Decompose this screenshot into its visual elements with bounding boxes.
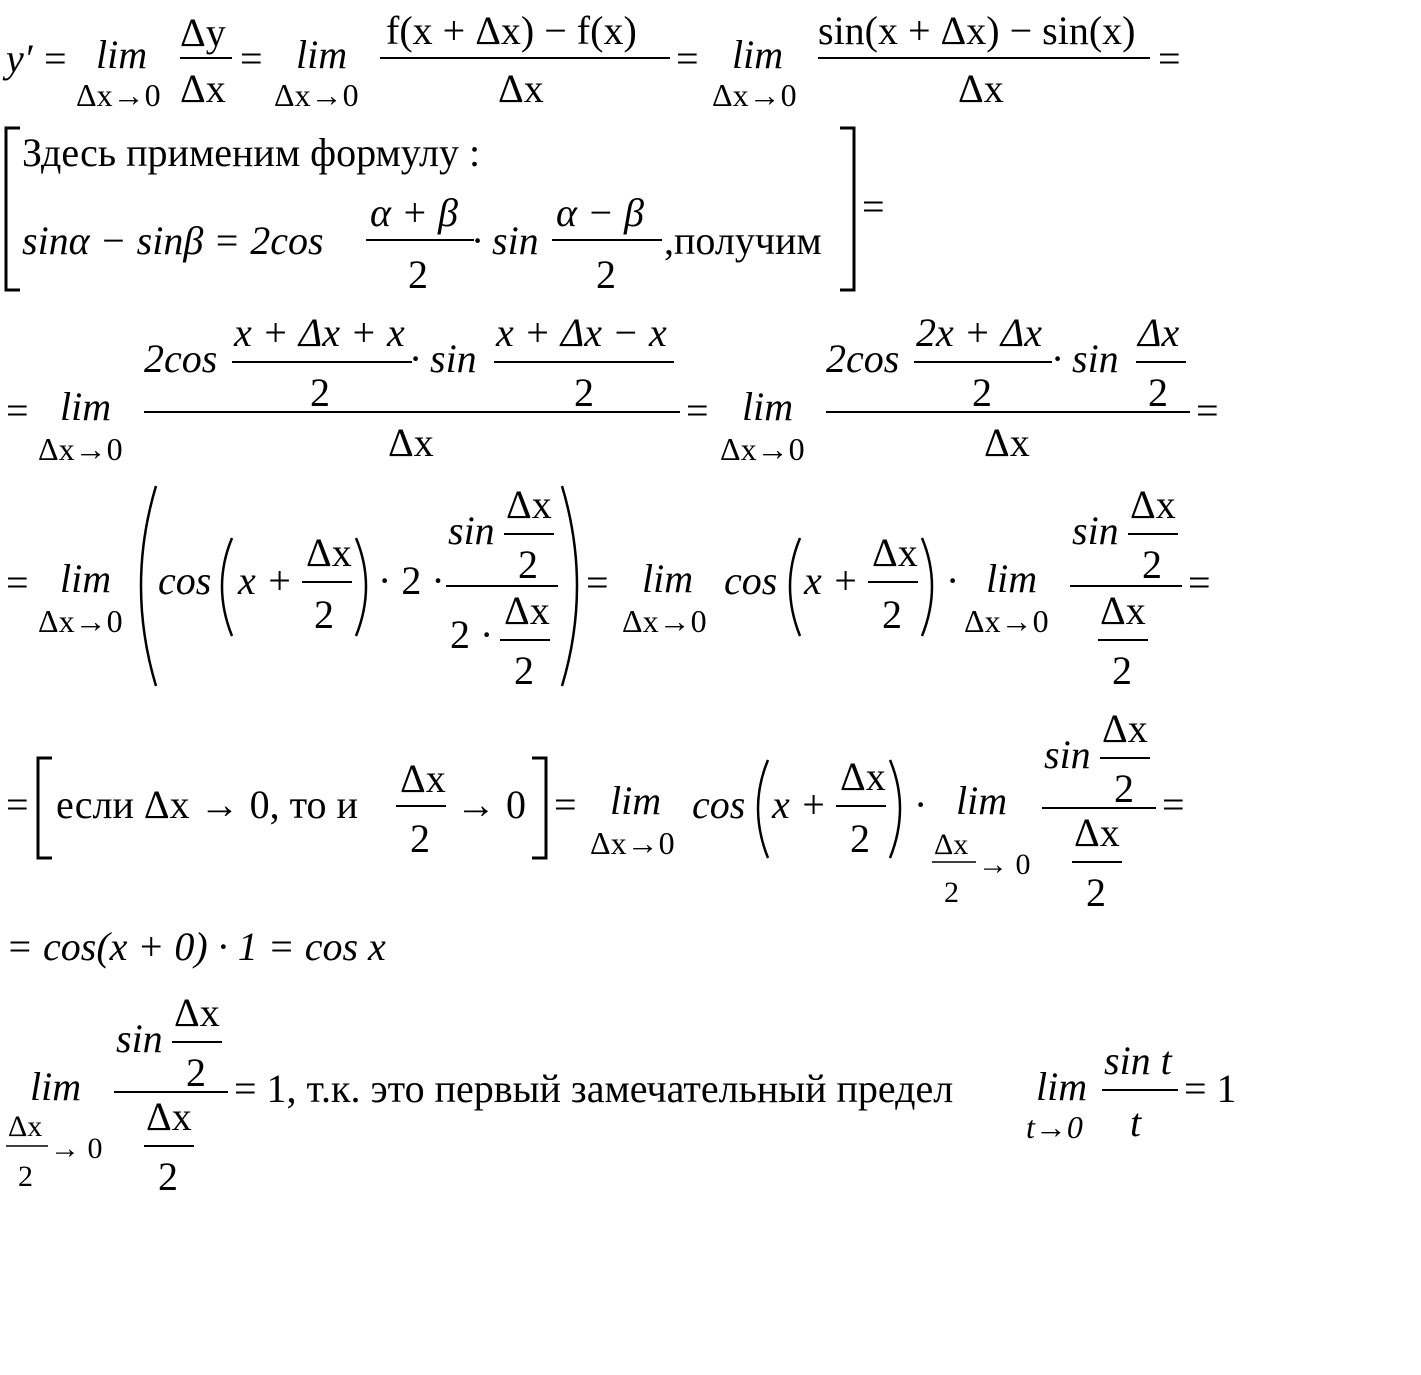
half-numerator: Δx: [174, 990, 220, 1035]
equals-sign: =: [44, 36, 67, 81]
equals-sign: =: [6, 782, 29, 827]
lim-subscript: Δx→0: [38, 603, 123, 639]
right-paren: [922, 538, 932, 636]
equals-sign: =: [1162, 782, 1185, 827]
condition-note: если Δx → 0, то и: [56, 782, 358, 827]
sub-half-denominator: 2: [944, 876, 959, 909]
final-result: = cos(x + 0) · 1 = cos x: [6, 924, 386, 969]
arrow-zero: → 0: [50, 1132, 103, 1165]
half-denominator: 2: [518, 542, 538, 587]
inner1-numerator: x + Δx + x: [234, 310, 405, 355]
half-numerator: Δx: [872, 530, 918, 575]
frac-b-denominator: 2: [596, 252, 616, 297]
left-bracket: [38, 758, 52, 858]
lim-subscript: Δx→0: [712, 77, 797, 113]
equals-sign: =: [6, 388, 29, 433]
numerator-prefix: 2cos: [826, 336, 900, 381]
lim-subscript: Δx→0: [274, 77, 359, 113]
equals-sign: =: [676, 36, 699, 81]
lim-subscript: Δx→0: [76, 77, 161, 113]
frac3-numerator: sin(x + Δx) − sin(x): [818, 8, 1136, 53]
right-bracket: [840, 128, 854, 290]
left-bracket: [6, 128, 20, 290]
lim-subscript: Δx→0: [622, 603, 707, 639]
sub-half-denominator: 2: [18, 1160, 33, 1193]
line-3: [6, 310, 1219, 467]
line-5: [6, 706, 1185, 915]
half-numerator: Δx: [504, 588, 550, 633]
left-paren: [790, 538, 800, 636]
multiply-dot: ·: [914, 782, 928, 827]
big-right-paren: [562, 486, 577, 686]
right-paren: [890, 760, 900, 858]
x-plus: x +: [238, 558, 293, 603]
main-denominator: Δx: [984, 420, 1030, 465]
frac3-denominator: Δx: [958, 66, 1004, 111]
half-denominator: 2: [186, 1050, 206, 1095]
dot-two: · 2 ·: [378, 558, 445, 603]
equals-sign: =: [1188, 560, 1211, 605]
arrow-zero: → 0: [978, 848, 1031, 881]
equals-sign: =: [6, 560, 29, 605]
t-result: = 1: [1184, 1066, 1237, 1111]
multiply-dot: ·: [946, 558, 960, 603]
sin-label: sin: [448, 508, 495, 553]
half-numerator: Δx: [506, 482, 552, 527]
lim-subscript: Δx→0: [38, 431, 123, 467]
inner4-denominator: 2: [1148, 370, 1168, 415]
lim-operator: lim: [30, 1064, 82, 1109]
lim-subscript: Δx→0: [590, 825, 675, 861]
lim-subscript: Δx→0: [964, 603, 1049, 639]
x-plus: x +: [772, 782, 827, 827]
cos-label: cos: [158, 558, 212, 603]
half-numerator: Δx: [306, 530, 352, 575]
half-numerator: Δx: [1074, 810, 1120, 855]
equals-sign: =: [1158, 36, 1181, 81]
lim-operator: lim: [60, 384, 112, 429]
arrow-zero: → 0: [456, 782, 526, 827]
equals-sign: =: [586, 560, 609, 605]
half-denominator: 2: [410, 816, 430, 861]
lim-subscript-t: t→0: [1026, 1109, 1083, 1145]
frac-b-numerator: α − β: [556, 190, 644, 235]
equals-sign: =: [240, 36, 263, 81]
frac-a-numerator: α + β: [370, 190, 458, 235]
equals-sign: =: [1196, 388, 1219, 433]
main-denominator: Δx: [388, 420, 434, 465]
lim-operator: lim: [956, 778, 1008, 823]
half-denominator: 2: [882, 592, 902, 637]
cos-label: cos: [724, 558, 778, 603]
numerator-mid: · sin: [1052, 336, 1119, 381]
equals-sign: =: [862, 184, 885, 229]
y-prime: y′: [6, 36, 33, 81]
cos-label: cos: [692, 782, 746, 827]
two-dot: 2 ·: [450, 612, 494, 657]
half-denominator: 2: [1086, 870, 1106, 915]
sin-t-numerator: sin t: [1104, 1038, 1172, 1083]
equals-sign: =: [686, 388, 709, 433]
footnote: [6, 990, 1237, 1199]
inner2-denominator: 2: [574, 370, 594, 415]
half-denominator: 2: [314, 592, 334, 637]
frac-a-denominator: 2: [408, 252, 428, 297]
formula-note: [6, 128, 885, 297]
line-4: [6, 482, 1211, 693]
lim-operator: lim: [986, 556, 1038, 601]
half-numerator: Δx: [1102, 706, 1148, 751]
inner4-numerator: Δx: [1138, 310, 1180, 355]
frac2-denominator: Δx: [498, 66, 544, 111]
lim-operator: lim: [96, 32, 148, 77]
lim-subscript: Δx→0: [720, 431, 805, 467]
left-paren: [758, 760, 768, 858]
lim-operator: lim: [642, 556, 694, 601]
half-numerator: Δx: [146, 1094, 192, 1139]
identity-mid: · sin: [472, 218, 539, 263]
identity-tail: ,получим: [664, 218, 822, 263]
identity-left: sinα − sinβ = 2cos: [22, 218, 324, 263]
half-denominator: 2: [158, 1154, 178, 1199]
half-numerator: Δx: [1100, 588, 1146, 633]
lim-operator: lim: [1036, 1064, 1088, 1109]
half-denominator: 2: [1114, 766, 1134, 811]
t-denominator: t: [1130, 1100, 1142, 1145]
half-denominator: 2: [1142, 542, 1162, 587]
sin-label: sin: [116, 1016, 163, 1061]
frac1-denominator: Δx: [180, 66, 226, 111]
big-left-paren: [141, 486, 156, 686]
half-numerator: Δx: [1130, 482, 1176, 527]
line-6: [6, 924, 386, 969]
sub-half-numerator: Δx: [8, 1110, 43, 1143]
right-bracket: [532, 758, 546, 858]
lim-operator: lim: [732, 32, 784, 77]
line-1: [2, 8, 1181, 113]
equals-sign: =: [554, 782, 577, 827]
inner3-denominator: 2: [972, 370, 992, 415]
half-numerator: Δx: [400, 756, 446, 801]
inner3-numerator: 2x + Δx: [916, 310, 1042, 355]
half-numerator: Δx: [840, 754, 886, 799]
lim-operator: lim: [296, 32, 348, 77]
inner1-denominator: 2: [310, 370, 330, 415]
inner2-numerator: x + Δx − x: [496, 310, 667, 355]
sin-label: sin: [1044, 732, 1091, 777]
note-heading: Здесь применим формулу :: [22, 130, 481, 175]
sub-half-numerator: Δx: [934, 828, 969, 861]
frac2-numerator: f(x + Δx) − f(x): [386, 8, 637, 53]
half-denominator: 2: [850, 816, 870, 861]
left-paren: [222, 538, 232, 636]
footnote-text: = 1, т.к. это первый замечательный предел: [234, 1066, 954, 1111]
lim-operator: lim: [60, 556, 112, 601]
lim-operator: lim: [610, 778, 662, 823]
numerator-mid: · sin: [410, 336, 477, 381]
numerator-prefix: 2cos: [144, 336, 218, 381]
frac1-numerator: Δy: [180, 10, 226, 55]
x-plus: x +: [804, 558, 859, 603]
lim-operator: lim: [742, 384, 794, 429]
half-denominator: 2: [1112, 648, 1132, 693]
sin-label: sin: [1072, 508, 1119, 553]
right-paren: [356, 538, 366, 636]
half-denominator: 2: [514, 648, 534, 693]
